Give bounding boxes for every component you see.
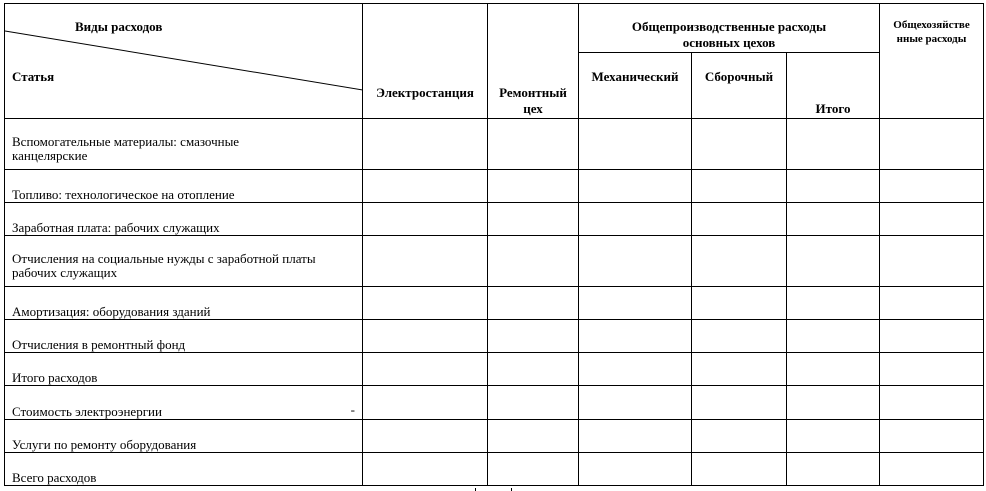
table-cell bbox=[692, 203, 787, 236]
table-cell bbox=[363, 453, 488, 486]
table-row bbox=[5, 119, 984, 170]
header-assembly: Сборочный bbox=[692, 53, 787, 119]
row-label-aux-materials: Вспомогательные материалы: смазочные канцелярские bbox=[5, 119, 363, 170]
table-cell bbox=[579, 119, 692, 170]
table-cell bbox=[488, 453, 579, 486]
table-cell bbox=[363, 119, 488, 170]
cost-table-container bbox=[4, 3, 984, 486]
table-cell bbox=[787, 320, 880, 353]
table-cell bbox=[579, 420, 692, 453]
table-cell bbox=[579, 236, 692, 287]
table-cell bbox=[880, 119, 984, 170]
table-cell bbox=[880, 320, 984, 353]
row-label-repair-fund: Отчисления в ремонтный фонд bbox=[5, 320, 363, 353]
table-cell bbox=[787, 203, 880, 236]
table-row bbox=[5, 353, 984, 386]
table-cell bbox=[363, 287, 488, 320]
table-cell bbox=[692, 420, 787, 453]
table-cell bbox=[363, 386, 488, 420]
header-corner-cell bbox=[5, 4, 363, 119]
table-cell bbox=[787, 170, 880, 203]
table-cell bbox=[488, 287, 579, 320]
table-row bbox=[5, 386, 984, 420]
row-label-social-contributions: Отчисления на социальные нужды с заработной платы рабочих служащих bbox=[5, 236, 363, 287]
row-label-depreciation: Амортизация: оборудования зданий bbox=[5, 287, 363, 320]
table-cell bbox=[880, 203, 984, 236]
cost-table bbox=[4, 3, 984, 486]
row-label-total-expenses: Итого расходов bbox=[5, 353, 363, 386]
table-cell bbox=[692, 287, 787, 320]
table-cell bbox=[692, 353, 787, 386]
table-cell bbox=[787, 353, 880, 386]
table-cell bbox=[488, 420, 579, 453]
table-cell bbox=[880, 420, 984, 453]
dash-mark: - bbox=[350, 402, 355, 417]
table-cell bbox=[579, 453, 692, 486]
table-cell bbox=[363, 203, 488, 236]
table-row bbox=[5, 236, 984, 287]
table-cell bbox=[692, 453, 787, 486]
header-overhead-group: Общепроизводственные расходы основных цехов bbox=[579, 4, 880, 53]
table-cell bbox=[363, 236, 488, 287]
header-total: Итого bbox=[787, 53, 880, 119]
table-cell bbox=[692, 119, 787, 170]
table-row bbox=[5, 203, 984, 236]
table-cell bbox=[880, 453, 984, 486]
diagonal-divider bbox=[5, 4, 363, 119]
table-cell bbox=[579, 287, 692, 320]
table-cell bbox=[363, 420, 488, 453]
table-cell bbox=[692, 170, 787, 203]
table-cell bbox=[488, 170, 579, 203]
header-mechanical: Механический bbox=[579, 53, 692, 119]
row-label-repair-services: Услуги по ремонту оборудования bbox=[5, 420, 363, 453]
table-cell bbox=[579, 170, 692, 203]
table-cell bbox=[488, 386, 579, 420]
table-cell bbox=[579, 386, 692, 420]
table-row bbox=[5, 320, 984, 353]
table-cell bbox=[579, 353, 692, 386]
table-cell bbox=[880, 287, 984, 320]
table-cell bbox=[363, 353, 488, 386]
table-cell bbox=[488, 353, 579, 386]
table-row bbox=[5, 420, 984, 453]
header-powerplant: Электростанция bbox=[363, 4, 488, 119]
table-cell bbox=[363, 320, 488, 353]
table-cell bbox=[787, 236, 880, 287]
table-cell bbox=[692, 320, 787, 353]
row-label-grand-total: Всего расходов bbox=[5, 453, 363, 486]
table-row bbox=[5, 170, 984, 203]
row-label-fuel: Топливо: технологическое на отопление bbox=[5, 170, 363, 203]
header-expense-types: Виды расходов bbox=[75, 19, 163, 34]
table-cell bbox=[787, 287, 880, 320]
table-cell bbox=[363, 170, 488, 203]
header-repair-shop: Ремонтный цех bbox=[488, 4, 579, 119]
table-cell bbox=[787, 453, 880, 486]
header-general-expenses: Общехозяйстве нные расходы bbox=[880, 4, 984, 119]
table-cell bbox=[880, 386, 984, 420]
table-cell bbox=[880, 170, 984, 203]
table-row bbox=[5, 287, 984, 320]
table-cell bbox=[692, 236, 787, 287]
header-article: Статья bbox=[12, 69, 55, 84]
table-cell bbox=[488, 203, 579, 236]
row-label-wages: Заработная плата: рабочих служащих bbox=[5, 203, 363, 236]
table-cell bbox=[880, 236, 984, 287]
table-cell bbox=[579, 320, 692, 353]
table-cell bbox=[579, 203, 692, 236]
table-cell bbox=[787, 386, 880, 420]
row-label-electricity-cost: Стоимость электроэнергии - bbox=[5, 386, 363, 420]
table-row bbox=[5, 453, 984, 486]
table-cell bbox=[692, 386, 787, 420]
table-cell bbox=[880, 353, 984, 386]
table-cell bbox=[488, 119, 579, 170]
table-cell bbox=[787, 420, 880, 453]
table-cell bbox=[488, 236, 579, 287]
table-cell bbox=[488, 320, 579, 353]
table-cell bbox=[787, 119, 880, 170]
